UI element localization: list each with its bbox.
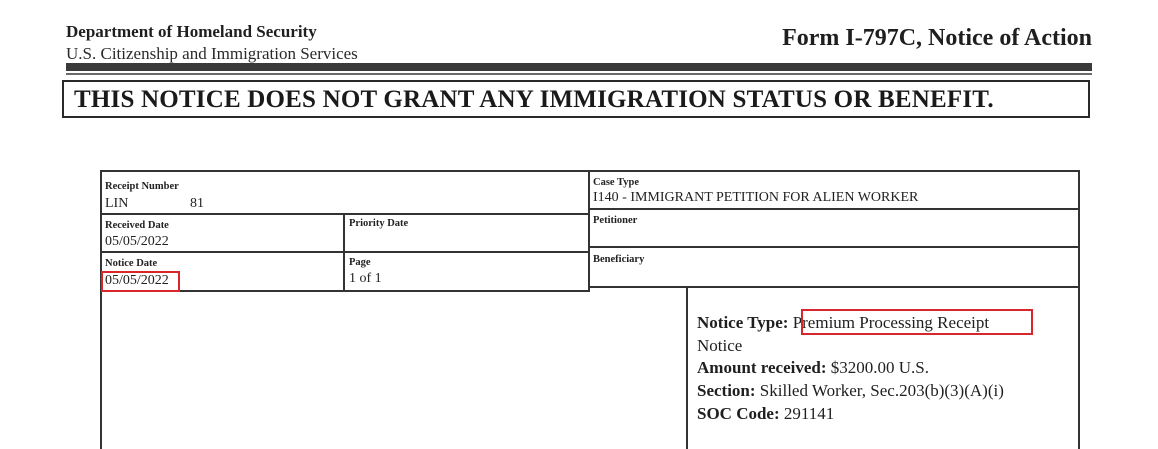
section-value: Skilled Worker, Sec.203(b)(3)(A)(i) xyxy=(759,381,1004,400)
header-rule-thin xyxy=(66,73,1092,75)
header-rule-thick xyxy=(66,63,1092,71)
received-date-value: 05/05/2022 xyxy=(105,234,169,249)
notice-date-highlight xyxy=(101,271,180,292)
notice-banner xyxy=(62,80,1090,118)
row-divider-1-right xyxy=(588,208,1080,210)
notice-date-label: Notice Date xyxy=(105,258,158,269)
petitioner-label: Petitioner xyxy=(593,215,638,226)
table-border-top xyxy=(100,170,1080,172)
case-type-value: I140 - IMMIGRANT PETITION FOR ALIEN WORKER xyxy=(593,190,919,205)
row-divider-2-right xyxy=(588,246,1080,248)
form-title: Form I-797C, Notice of Action xyxy=(782,25,1092,51)
notice-banner-text: THIS NOTICE DOES NOT GRANT ANY IMMIGRATION STATUS OR BENEFIT. xyxy=(74,86,994,113)
column-divider-left xyxy=(343,213,345,290)
beneficiary-label: Beneficiary xyxy=(593,254,645,265)
notice-type-label: Notice Type: xyxy=(697,313,789,332)
notice-date-value: 05/05/2022 xyxy=(105,273,169,288)
row-divider-3-right xyxy=(588,286,1080,288)
receipt-number-label: Receipt Number xyxy=(105,181,179,192)
receipt-number-suffix: 81 xyxy=(190,196,204,211)
section-row xyxy=(697,381,1004,401)
notice-type-highlight xyxy=(801,309,1033,335)
notice-type-value: Premium Processing Receipt xyxy=(792,313,990,332)
department-name: Department of Homeland Security xyxy=(66,22,317,41)
amount-label: Amount received: xyxy=(697,358,827,377)
case-type-label: Case Type xyxy=(593,177,639,188)
section-label: Section: xyxy=(697,381,756,400)
notice-type-continued: Notice xyxy=(697,336,743,355)
page-label: Page xyxy=(349,257,371,268)
receipt-number-prefix: LIN xyxy=(105,196,129,211)
received-date-label: Received Date xyxy=(105,220,169,231)
column-divider-center xyxy=(588,170,590,290)
priority-date-label: Priority Date xyxy=(349,218,409,229)
table-border-right xyxy=(1078,170,1080,449)
page-value: 1 of 1 xyxy=(349,271,382,286)
row-divider-1-left xyxy=(100,213,590,215)
agency-name: U.S. Citizenship and Immigration Services xyxy=(66,44,358,63)
soc-row xyxy=(697,404,834,424)
soc-value: 291141 xyxy=(783,404,835,423)
row-divider-2-left xyxy=(100,251,590,253)
column-divider-notice xyxy=(686,286,688,449)
amount-value: $3200.00 U.S. xyxy=(830,358,930,377)
amount-row xyxy=(697,358,929,378)
soc-label: SOC Code: xyxy=(697,404,780,423)
table-border-left xyxy=(100,170,102,449)
